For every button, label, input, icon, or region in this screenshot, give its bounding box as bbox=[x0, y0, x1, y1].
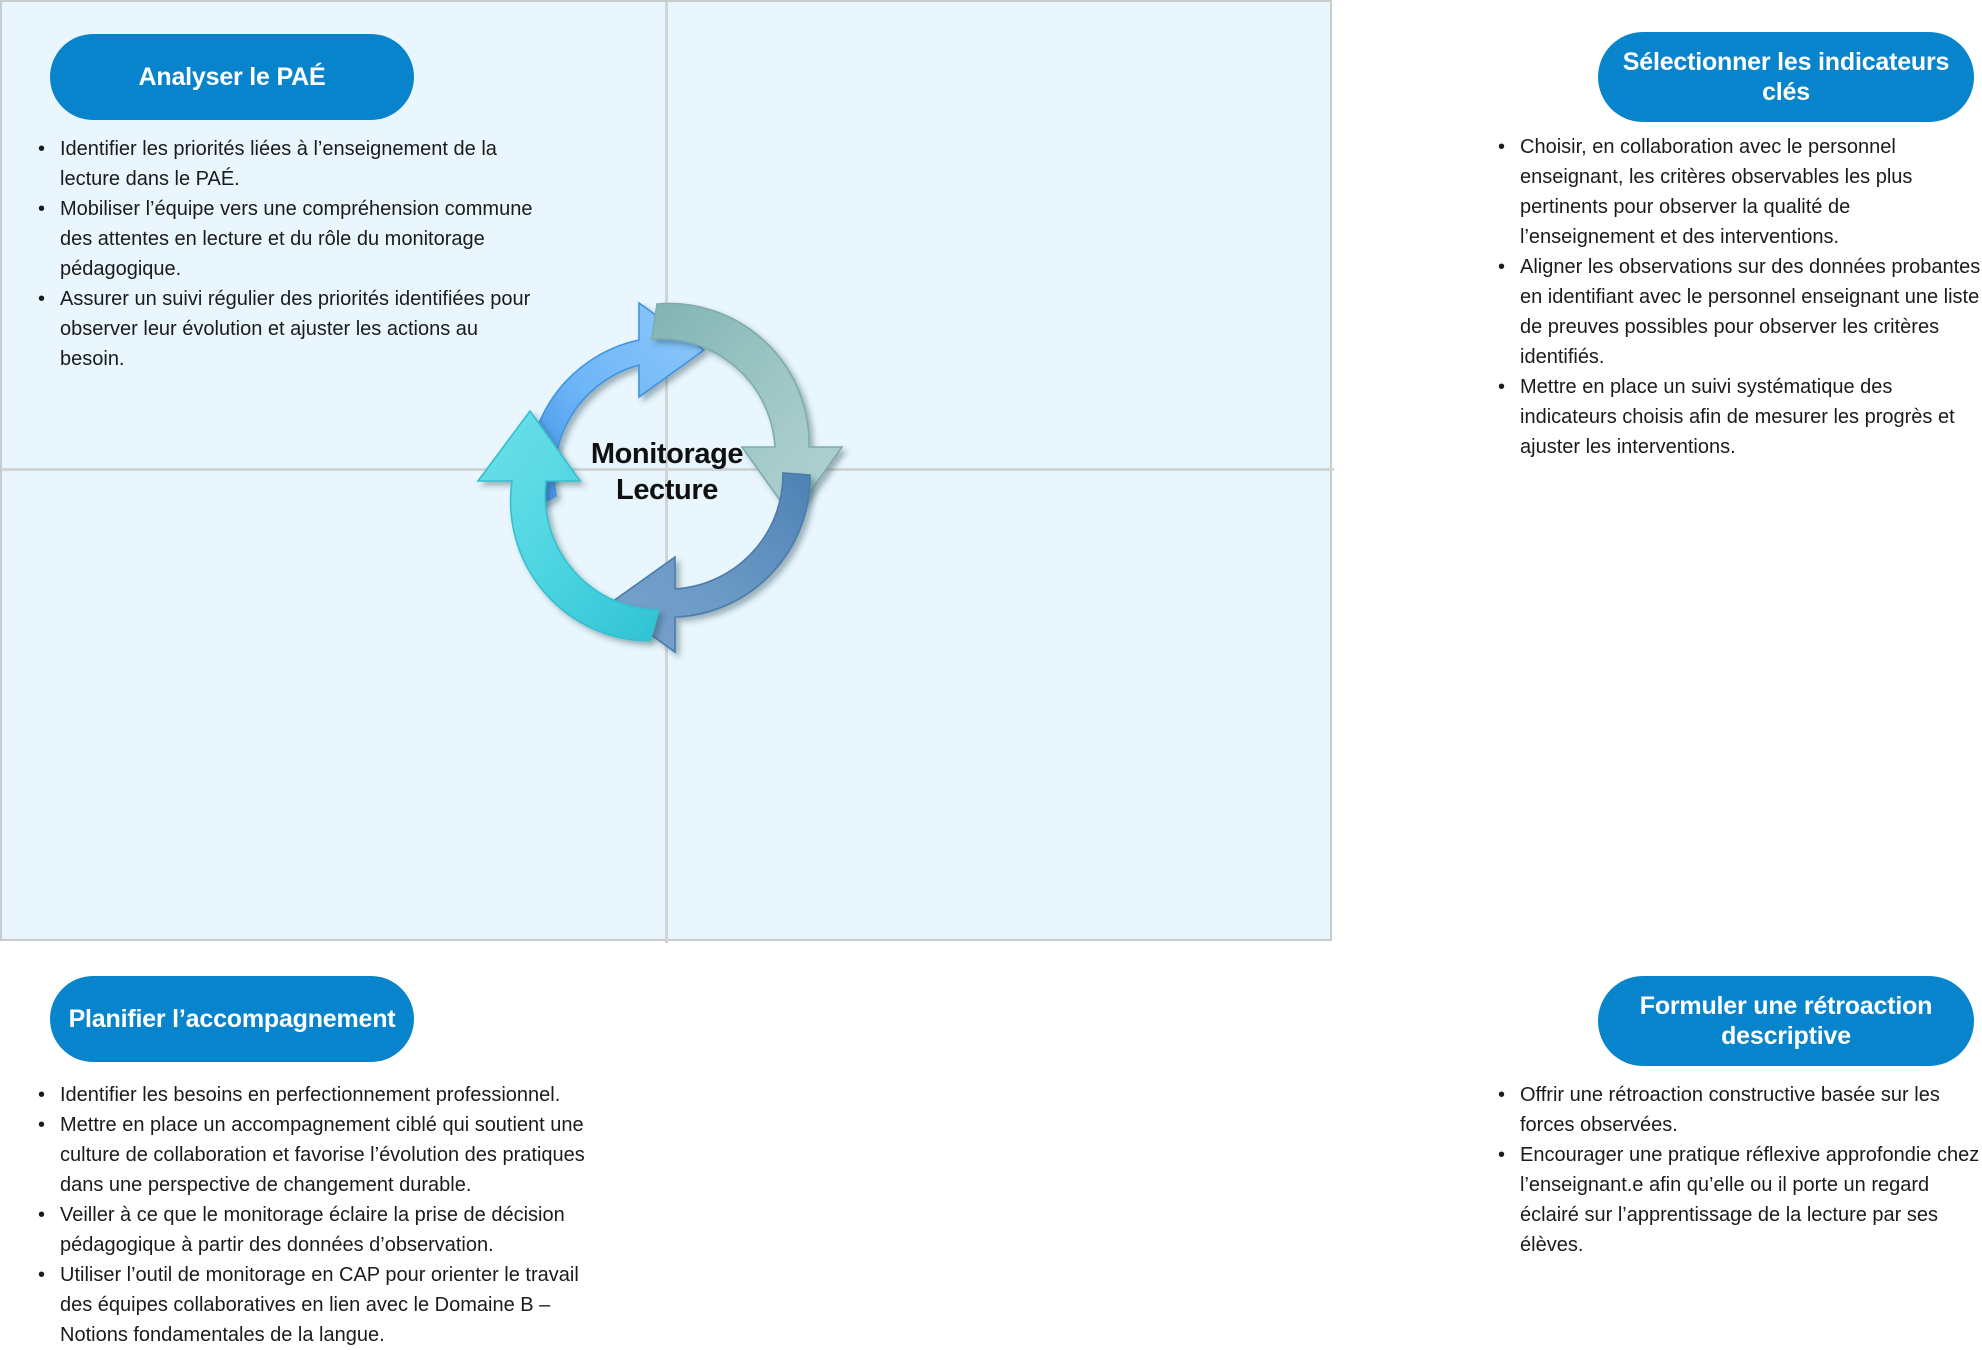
list-item: • Encourager une pratique réflexive approfondie chez l’enseignant.e afin qu’elle ou il porte un regard éclairé sur l’apprentissage de la lecture par ses élèves. bbox=[1492, 1140, 1982, 1260]
list-item: • Choisir, en collaboration avec le personnel enseignant, les critères observables les plus pertinents pour observer la qualité de l’enseignement et des interventions. bbox=[1492, 132, 1982, 252]
arrow-left bbox=[478, 411, 659, 641]
cycle-center-line-2: Lecture bbox=[616, 474, 718, 506]
list-item: • Mettre en place un accompagnement ciblé qui soutient une culture de collaboration et favorise l’évolution des pratiques dans une perspective de changement durable. bbox=[32, 1110, 598, 1200]
list-item: • Veiller à ce que le monitorage éclaire la prise de décision pédagogique à partir des données d’observation. bbox=[32, 1200, 598, 1260]
list-item: • Mobiliser l’équipe vers une compréhension commune des attentes en lecture et du rôle du monitorage pédagogique. bbox=[32, 194, 540, 284]
heading-pill-selectionner-les-indicateurs-cles: Sélectionner les indicateurs clés bbox=[1598, 32, 1974, 122]
bullet-list-selectionner-les-indicateurs-cles bbox=[1492, 132, 1982, 462]
heading-pill-analyser-le-pae: Analyser le PAÉ bbox=[50, 34, 414, 120]
heading-pill-planifier-laccompagnement: Planifier l’accompagnement bbox=[50, 976, 414, 1062]
arrow-right bbox=[652, 303, 842, 517]
list-item: • Aligner les observations sur des données probantes en identifiant avec le personnel enseignant une liste de preuves possibles pour observer les critères identifiés. bbox=[1492, 252, 1982, 372]
list-item: • Mettre en place un suivi systématique des indicateurs choisis afin de mesurer les progrès et ajuster les interventions. bbox=[1492, 372, 1982, 462]
cycle-center-line-1: Monitorage bbox=[590, 438, 744, 470]
list-item: • Offrir une rétroaction constructive basée sur les forces observées. bbox=[1492, 1080, 1982, 1140]
list-item: • Identifier les besoins en perfectionnement professionnel. bbox=[32, 1080, 598, 1110]
list-item: • Utiliser l’outil de monitorage en CAP pour orienter le travail des équipes collaboratives en lien avec le Domaine B – Notions fondamentales de la langue. bbox=[32, 1260, 598, 1350]
list-item: • Assurer un suivi régulier des priorités identifiées pour observer leur évolution et ajuster les actions au besoin. bbox=[32, 284, 540, 374]
bullet-list-analyser-le-pae bbox=[32, 134, 540, 374]
heading-pill-formuler-une-retroaction-descriptive: Formuler une rétroaction descriptive bbox=[1598, 976, 1974, 1066]
list-item: • Identifier les priorités liées à l’enseignement de la lecture dans le PAÉ. bbox=[32, 134, 540, 194]
cycle-diagram bbox=[472, 277, 862, 667]
cycle-arrows-svg bbox=[472, 277, 862, 667]
bullet-list-planifier-laccompagnement bbox=[32, 1080, 598, 1350]
bullet-list-formuler-une-retroaction-descriptive bbox=[1492, 1080, 1982, 1260]
